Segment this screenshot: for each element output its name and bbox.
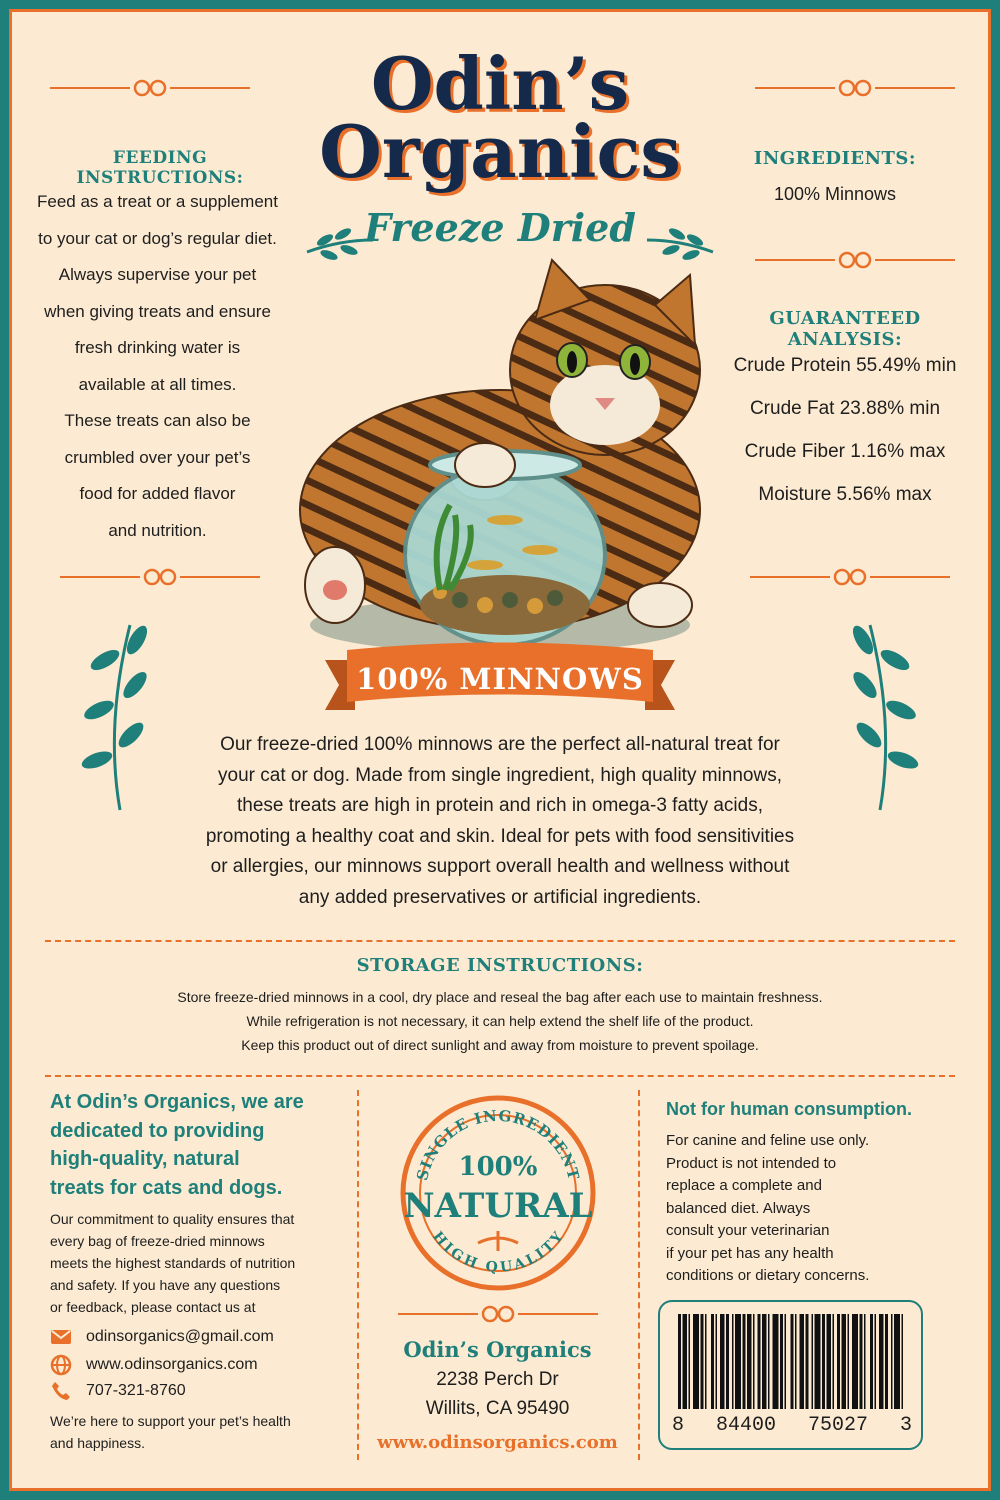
warning-line: conditions or dietary concerns. [666,1267,870,1284]
barcode-bar [837,1314,840,1409]
storage-line: Keep this product out of direct sunlight and away from moisture to prevent spoilage. [241,1037,759,1053]
barcode-bar [852,1314,858,1409]
address-street: 2238 Perch Dr [436,1369,559,1390]
feeding-line: when giving treats and ensure [44,301,271,321]
phone-icon [50,1380,72,1402]
barcode-bar [806,1314,809,1409]
description-line: your cat or dog. Made from single ingredient, high quality minnows, [218,764,782,786]
feeding-line: crumbled over your pet’s [64,447,251,467]
warning-line: consult your veterinarian [666,1222,830,1239]
analysis-item: Crude Fat 23.88% min [749,398,941,419]
about-heading [50,1088,350,1202]
feeding-line: Always supervise your pet [58,265,257,284]
barcode-bar [773,1314,779,1409]
warning-line: if your pet has any health [666,1244,834,1262]
barcode-bar [768,1314,770,1409]
contact-email[interactable] [50,1328,274,1346]
barcode-bar [720,1314,725,1409]
cat-fishbowl-illustration [290,250,710,670]
description-line: or allergies, our minnows support overall health and wellness without [210,856,790,877]
scroll-ornament-icon [755,248,955,272]
about-body-line: and safety. If you have any questions [50,1277,281,1293]
brand-line-2: Organics [319,109,681,195]
storage-line: While refrigeration is not necessary, it can help extend the shelf life of the product. [246,1013,754,1029]
analysis-heading: GUARANTEED ANALYSIS: [769,308,921,350]
warning-text [666,1130,966,1288]
barcode-bar [747,1314,752,1409]
description-line: Our freeze-dried 100% minnows are the perfect all-natural treat for [220,734,780,755]
barcode-bar [827,1314,832,1409]
barcode-bar [758,1314,761,1409]
address-block [370,1335,625,1463]
warning-heading: Not for human consumption. [666,1099,912,1119]
divider [638,1090,640,1460]
barcode-bar [735,1314,741,1409]
email-icon [50,1328,72,1346]
barcode-bar [885,1314,888,1409]
about-heading-line: At Odin’s Organics, we are [50,1091,304,1113]
about-body-line: meets the highest standards of nutrition [50,1255,296,1271]
address-city: Willits, CA 95490 [425,1398,570,1419]
feeding-line: and nutrition. [108,520,207,540]
analysis-item: Crude Protein 55.49% min [733,355,957,376]
feeding-line: fresh drinking water is [74,338,241,357]
analysis-list [725,344,965,516]
storage-text [50,985,950,1057]
description-line: these treats are high in protein and rich in omega-3 fatty acids, [237,795,763,816]
warning-line: replace a complete and [666,1177,822,1194]
about-body-line: or feedback, please contact us at [50,1299,256,1315]
description-line: any added preservatives or artificial ingredients. [298,886,702,908]
warning-line: Product is not intended to [666,1154,837,1172]
about-heading-line: treats for cats and dogs. [50,1176,283,1199]
barcode-bar [726,1314,729,1409]
barcode-bar [875,1314,877,1409]
barcode-bar [780,1314,783,1409]
barcode-digit-group: 8 [672,1414,685,1437]
divider [357,1090,359,1460]
barcode-bar [693,1314,699,1409]
barcode-bar [705,1314,707,1409]
barcode-bar [822,1314,825,1409]
feeding-line: food for added flavor [79,484,236,503]
description-line: promoting a healthy coat and skin. Ideal for pets with food sensitivities [205,825,795,847]
address-name: Odin’s Organics [403,1337,592,1362]
address-website[interactable]: www.odinsorganics.com [377,1432,618,1453]
feeding-line: available at all times. [78,374,237,394]
scroll-ornament-icon [755,76,955,100]
barcode-bar [785,1314,787,1409]
product-description [150,730,850,913]
barcode-bar [795,1314,797,1409]
about-closing-line: We’re here to support your pet’s health [50,1413,291,1429]
storage-line: Store freeze-dried minnows in a cool, dry place and reseal the bag after each use to maintain freshness. [177,989,823,1005]
brand-title [300,41,700,195]
barcode-bar [879,1314,884,1409]
barcode-digit-group: 84400 [715,1414,776,1437]
about-closing-line: and happiness. [50,1435,145,1451]
about-body-line: every bag of freeze-dried minnows [50,1233,265,1249]
about-closing [50,1410,350,1454]
barcode-bar [701,1314,704,1409]
about-heading-line: high-quality, natural [50,1148,240,1170]
barcode-bar [870,1314,873,1409]
barcode-bar [833,1314,835,1409]
feeding-line: to your cat or dog’s regular diet. [38,228,277,248]
ingredients-heading: INGREDIENTS: [753,148,917,169]
ingredients-text: 100% Minnows [773,184,897,204]
barcode-bar [732,1314,734,1409]
barcode-bar [815,1314,821,1409]
storage-heading: STORAGE INSTRUCTIONS: [356,955,644,976]
warning-line: For canine and feline use only. [666,1132,870,1149]
barcode-bar [791,1314,794,1409]
seal-bottom-arc: HIGH QUALITY [429,1228,568,1276]
brand-subtitle: Freeze Dried [364,205,636,250]
barcode-bar [800,1314,805,1409]
barcode-bars [678,1314,903,1409]
analysis-item: Moisture 5.56% max [758,484,932,505]
barcode-bar [894,1314,900,1409]
seal-word: NATURAL [403,1186,593,1226]
barcode-bar [762,1314,767,1409]
website-text[interactable]: www.odinsorganics.com [86,1356,258,1373]
barcode-bar [812,1314,814,1409]
barcode-digit-group: 3 [899,1414,912,1437]
banner-text: 100% MINNOWS [356,662,644,696]
analysis-item: Crude Fiber 1.16% max [744,441,946,462]
about-body [50,1208,350,1318]
barcode-bar [848,1314,850,1409]
divider [45,1075,955,1077]
feeding-line: These treats can also be [64,411,251,430]
barcode-bar [902,1314,904,1409]
seal-top-arc: SINGLE INGREDIENT [413,1106,583,1183]
barcode-bar [678,1314,681,1409]
about-body-line: Our commitment to quality ensures that [50,1211,295,1227]
barcode-bar [743,1314,746,1409]
barcode-bar [864,1314,866,1409]
scroll-ornament-icon [750,565,950,589]
email-text[interactable]: odinsorganics@gmail.com [86,1328,274,1345]
barcode-digit-group: 75027 [807,1414,868,1437]
leaf-sprig-icon [75,615,155,815]
contact-website[interactable] [50,1354,258,1376]
contact-phone[interactable] [50,1380,186,1402]
seal-percent: 100% [458,1152,538,1182]
feeding-text [30,184,285,549]
barcode-box [658,1300,923,1450]
leaf-sprig-icon [845,615,925,815]
globe-icon [50,1354,72,1376]
feeding-heading: FEEDING INSTRUCTIONS: [76,148,244,188]
barcode-digits [672,1414,912,1437]
scroll-ornament-icon [60,565,260,589]
scroll-ornament-icon [398,1302,598,1326]
barcode-bar [891,1314,893,1409]
warning-line: balanced diet. Always [666,1199,811,1217]
barcode-bar [842,1314,847,1409]
barcode-bar [683,1314,688,1409]
feeding-line: Feed as a treat or a supplement [37,192,278,211]
phone-text[interactable]: 707-321-8760 [86,1382,186,1399]
barcode-bar [711,1314,714,1409]
brand-line-1: Odin’s [370,41,630,126]
about-heading-line: dedicated to providing [50,1119,265,1142]
barcode-bar [860,1314,863,1409]
scroll-ornament-icon [50,76,250,100]
barcode-bar [753,1314,755,1409]
barcode-bar [716,1314,718,1409]
barcode-bar [689,1314,691,1409]
divider [45,940,955,942]
